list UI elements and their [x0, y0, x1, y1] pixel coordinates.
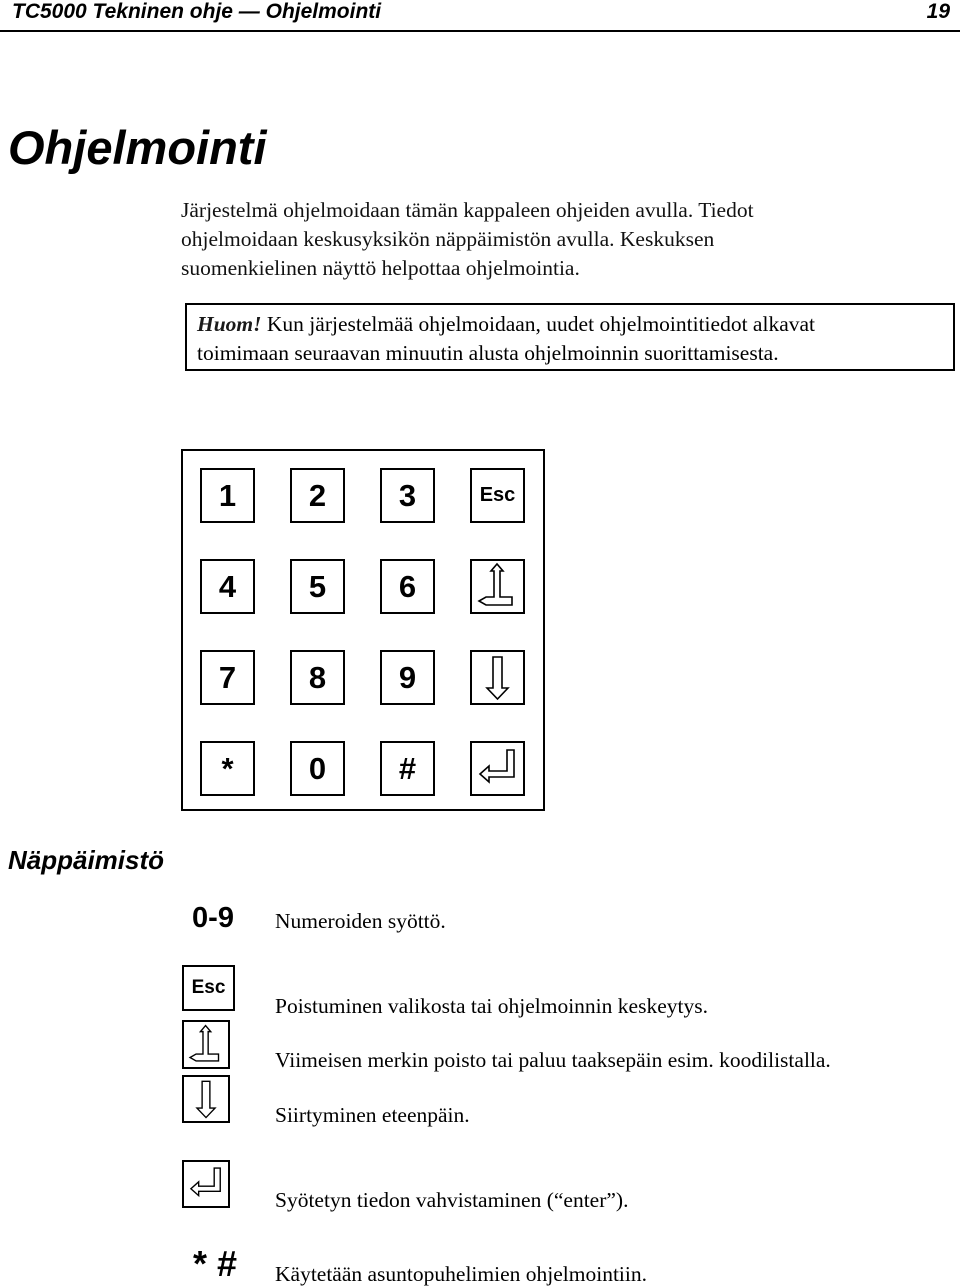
legend-back-key [182, 1020, 230, 1069]
key-back [470, 559, 525, 614]
note-box [185, 303, 955, 371]
enter-arrow-icon [472, 743, 523, 794]
back-up-arrow-icon [184, 1023, 228, 1067]
key-3: 3 [380, 468, 435, 523]
legend-star-hash-key: * # [192, 1243, 238, 1284]
note-label: Huom! [197, 312, 262, 336]
key-down [470, 650, 525, 705]
key-9: 9 [380, 650, 435, 705]
legend-digits-key: 0-9 [192, 901, 234, 934]
key-4: 4 [200, 559, 255, 614]
keypad-diagram [181, 449, 545, 811]
key-hash: # [380, 741, 435, 796]
legend-star-hash-text: Käytetään asuntopuhelimien ohjelmointiin. [275, 1262, 647, 1286]
note-text-2: toimimaan seuraavan minuutin alusta ohjelmoinnin suorittamisesta. [197, 341, 779, 365]
section-title: Ohjelmointi [8, 121, 267, 174]
key-2: 2 [290, 468, 345, 523]
page-header [0, 0, 960, 32]
key-esc: Esc [470, 468, 525, 523]
legend-down-key [182, 1075, 230, 1123]
legend-down-text: Siirtyminen eteenpäin. [275, 1103, 470, 1127]
key-7: 7 [200, 650, 255, 705]
back-up-arrow-icon [472, 561, 523, 612]
page-number: 19 [926, 0, 950, 23]
legend-esc-key: Esc [182, 965, 235, 1011]
legend-digits-text: Numeroiden syöttö. [275, 909, 446, 933]
key-enter [470, 741, 525, 796]
key-6: 6 [380, 559, 435, 614]
header-title: TC5000 Tekninen ohje — Ohjelmointi [12, 0, 382, 23]
key-5: 5 [290, 559, 345, 614]
intro-paragraph [181, 196, 901, 283]
legend-enter-key [182, 1160, 230, 1208]
key-8: 8 [290, 650, 345, 705]
key-1: 1 [200, 468, 255, 523]
intro-line: Järjestelmä ohjelmoidaan tämän kappaleen ohjeiden avulla. Tiedot [181, 198, 754, 222]
down-arrow-icon [184, 1077, 228, 1121]
down-arrow-icon [472, 652, 523, 703]
legend-enter-text: Syötetyn tiedon vahvistaminen (“enter”). [275, 1188, 629, 1212]
intro-line: ohjelmoidaan keskusyksikön näppäimistön avulla. Keskuksen [181, 227, 715, 251]
enter-arrow-icon [184, 1162, 228, 1206]
note-text-1: Kun järjestelmää ohjelmoidaan, uudet ohjelmointitiedot alkavat [266, 312, 815, 336]
note-line-1 [197, 310, 943, 339]
legend-esc-text: Poistuminen valikosta tai ohjelmoinnin keskeytys. [275, 994, 708, 1018]
key-0: 0 [290, 741, 345, 796]
legend-back-text: Viimeisen merkin poisto tai paluu taaksepäin esim. koodilistalla. [275, 1048, 831, 1072]
keypad-subheading: Näppäimistö [8, 845, 165, 875]
intro-line: suomenkielinen näyttö helpottaa ohjelmointia. [181, 256, 580, 280]
key-star: * [200, 741, 255, 796]
